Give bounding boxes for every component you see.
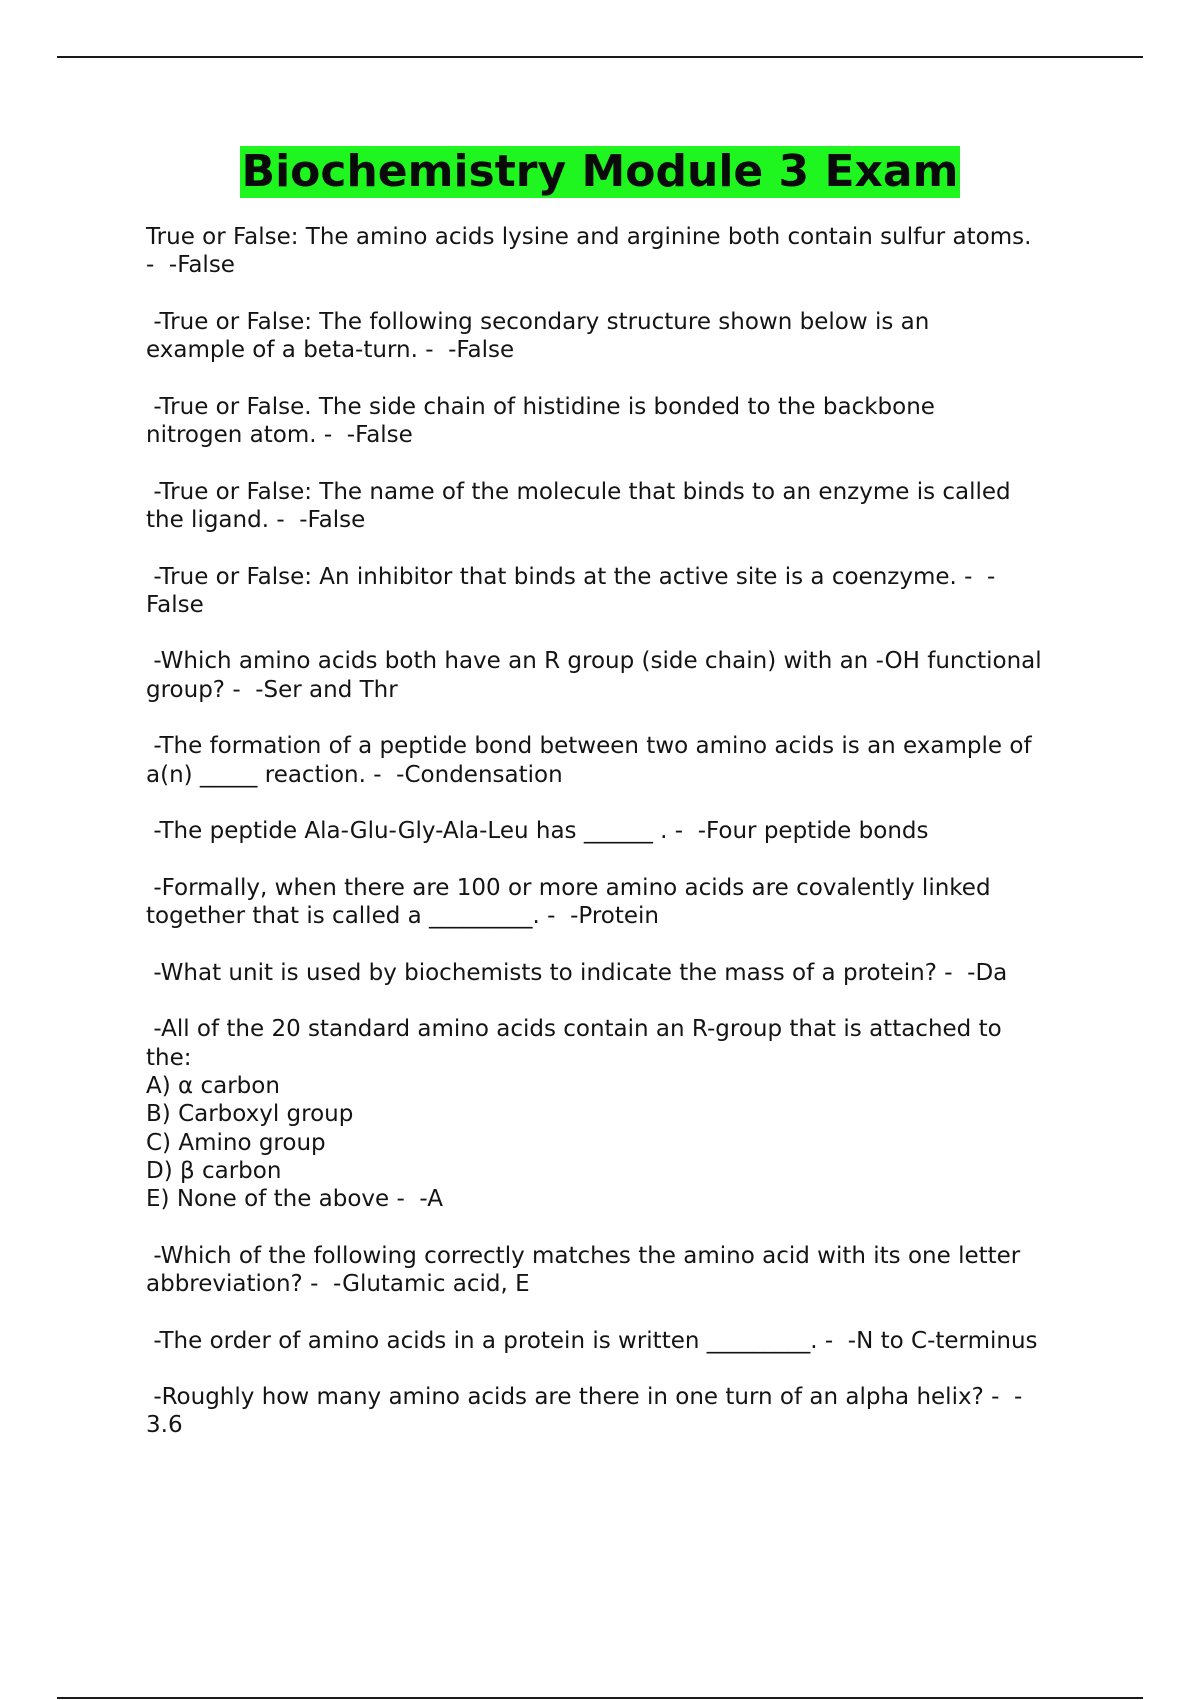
question-line: example of a beta-turn. - -False <box>146 337 515 364</box>
title-container <box>0 146 1200 198</box>
question-line: a(n) _____ reaction. - -Condensation <box>146 761 563 788</box>
question-line: the ligand. - -False <box>146 506 366 533</box>
question-line: nitrogen atom. - -False <box>146 422 413 449</box>
page-title: Biochemistry Module 3 Exam <box>241 146 959 197</box>
question-item <box>146 1242 1096 1299</box>
question-line: -What unit is used by biochemists to indicate the mass of a protein? - -Da <box>146 959 1008 986</box>
question-line: - -False <box>146 252 235 279</box>
question-item <box>146 563 1096 620</box>
question-line: -True or False. The side chain of histidine is bonded to the backbone <box>146 393 935 420</box>
question-line: -True or False: The following secondary structure shown below is an <box>146 308 930 335</box>
question-line: -Which amino acids both have an R group (side chain) with an -OH functional <box>146 648 1042 675</box>
question-item <box>146 1383 1096 1440</box>
question-line: -The order of amino acids in a protein is written _________. - -N to C-terminus <box>146 1327 1038 1354</box>
question-line: C) Amino group <box>146 1129 326 1156</box>
question-line: -Formally, when there are 100 or more amino acids are covalently linked <box>146 874 991 901</box>
question-item <box>146 308 1096 365</box>
question-line: -Roughly how many amino acids are there in one turn of an alpha helix? - - <box>146 1384 1023 1411</box>
question-item <box>146 478 1096 535</box>
bottom-rule <box>57 1697 1143 1699</box>
question-line: abbreviation? - -Glutamic acid, E <box>146 1270 530 1297</box>
question-item <box>146 223 1096 280</box>
question-item <box>146 874 1096 931</box>
question-line: A) α carbon <box>146 1072 280 1099</box>
question-item <box>146 393 1096 450</box>
question-line: E) None of the above - -A <box>146 1186 443 1213</box>
question-list <box>146 223 1096 1468</box>
question-line: True or False: The amino acids lysine and arginine both contain sulfur atoms. <box>146 224 1032 250</box>
question-line: 3.6 <box>146 1412 183 1439</box>
question-line: together that is called a _________. - -Protein <box>146 903 660 930</box>
question-line: -True or False: The name of the molecule that binds to an enzyme is called <box>146 478 1011 505</box>
question-line: -All of the 20 standard amino acids contain an R-group that is attached to <box>146 1016 1002 1043</box>
question-item <box>146 817 1096 845</box>
question-item <box>146 647 1096 704</box>
question-item <box>146 959 1096 987</box>
top-rule <box>57 56 1143 58</box>
question-line: the: <box>146 1044 192 1071</box>
question-line: -Which of the following correctly matches the amino acid with its one letter <box>146 1242 1021 1269</box>
question-line: D) β carbon <box>146 1157 282 1184</box>
question-line: B) Carboxyl group <box>146 1101 354 1128</box>
question-item <box>146 1327 1096 1355</box>
question-line: -The peptide Ala-Glu-Gly-Ala-Leu has ______ . - -Four peptide bonds <box>146 818 929 845</box>
question-line: -True or False: An inhibitor that binds at the active site is a coenzyme. - - <box>146 563 996 590</box>
question-item <box>146 1015 1096 1213</box>
question-line: group? - -Ser and Thr <box>146 676 398 703</box>
question-line: False <box>146 591 204 618</box>
question-item <box>146 732 1096 789</box>
question-line: -The formation of a peptide bond between two amino acids is an example of <box>146 733 1032 760</box>
